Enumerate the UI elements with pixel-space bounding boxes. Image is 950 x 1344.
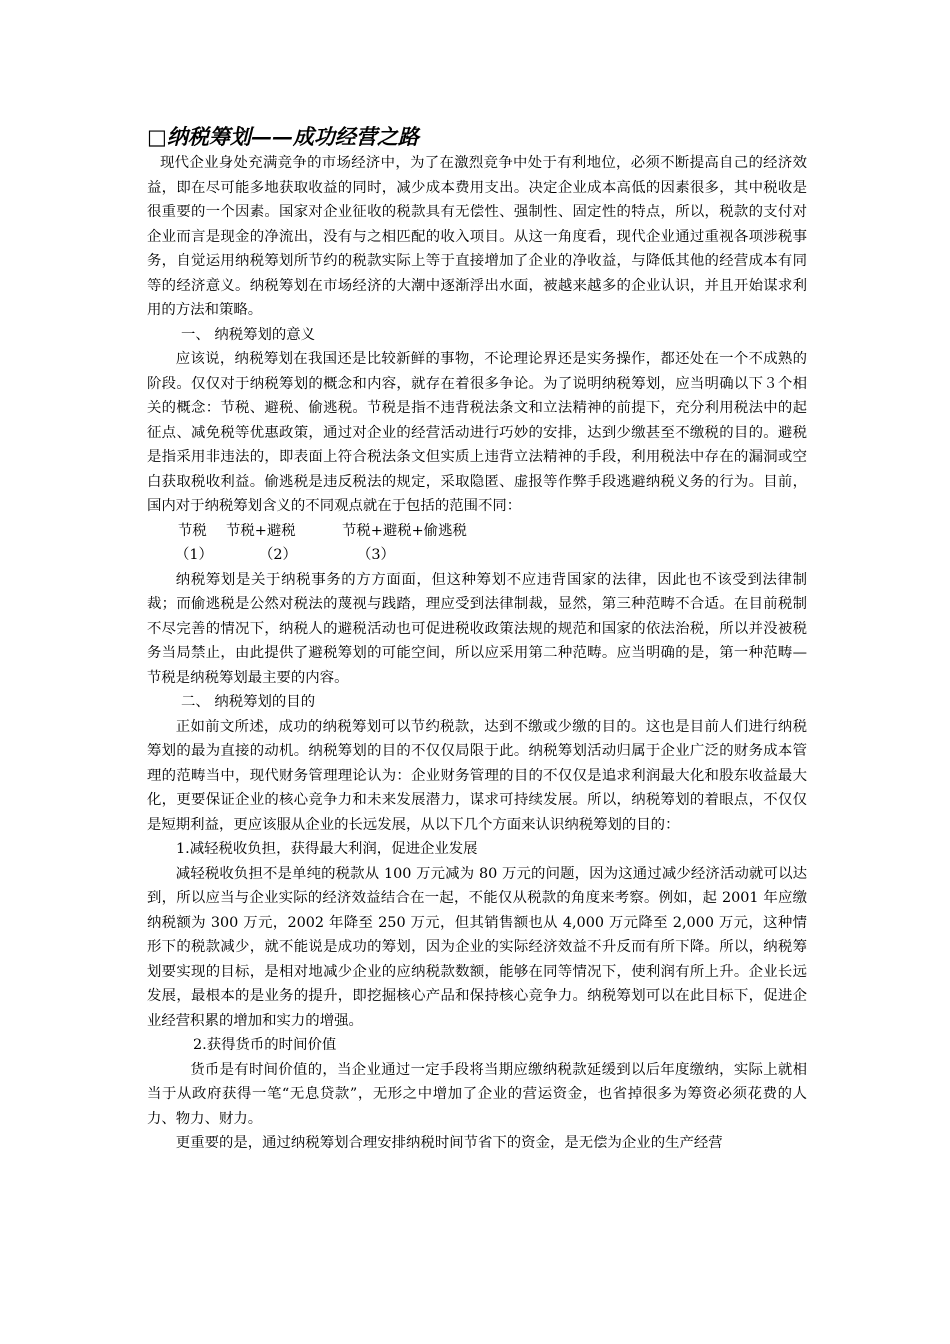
section2-paragraph-1: 正如前文所述，成功的纳税筹划可以节约税款，达到不缴或少缴的目的。这也是目前人们进行纳税筹划的最为直接的动机。纳税筹划的目的不仅仅局限于此。纳税筹划活动归属于企业广泛的财务成本管理的范畴当中，现代财务管理理论认为：企业财务管理的目的不仅仅是追求利润最大化和股东收益最大化，更要保证企业的核心竞争力和未来发展潜力，谋求可持续发展。所以，纳税筹划的着眼点，不仅仅是短期利益，更应该服从企业的长远发展，从以下几个方面来认识纳税筹划的目的： <box>147 718 807 833</box>
intro-paragraph: 现代企业身处充满竞争的市场经济中，为了在激烈竞争中处于有利地位，必须不断提高自己的经济效益，即在尽可能多地获取收益的同时，减少成本费用支出。决定企业成本高低的因素很多，其中税收是很重要的一个因素。国家对企业征收的税款具有无偿性、强制性、固定性的特点，所以，税款的支付对企业而言是现金的净流出，没有与之相匹配的收入项目。从这一角度看，现代企业通过重视各项涉税事务，自觉运用纳税筹划所节约的税款实际上等于直接增加了企业的净收益，与降低其他的经营成本有同等的经济意义。纳税筹划在市场经济的大潮中逐渐浮出水面，被越来越多的企业认识，并且开始谋求利用的方法和策略。 <box>147 155 807 318</box>
subsection2-paragraph-1: 货币是有时间价值的，当企业通过一定手段将当期应缴纳税款延缓到以后年度缴纳，实际上就相当于从政府获得一笔“无息贷款”，无形之中增加了企业的营运资金，也省掉很多为筹资必须花费的人力、物力、财力。 <box>147 1061 807 1127</box>
section1-paragraph-2: 纳税筹划是关于纳税事务的方方面面，但这种筹划不应违背国家的法律，因此也不该受到法律制裁；而偷逃税是公然对税法的蔑视与践踏，理应受到法律制裁，显然，第三种范畴不合适。在目前税制不尽完善的情况下，纳税人的避税活动也可促进税收政策法规的规范和国家的依法治税，所以并没被税务当局禁止，由此提供了避税筹划的可能空间，所以应采用第二种范畴。应当明确的是，第一种范畴—节税是纳税筹划最主要的内容。 <box>147 571 807 686</box>
document-title: □纳税筹划——成功经营之路 <box>147 124 419 149</box>
section1-heading: 一、 纳税筹划的意义 <box>181 326 316 343</box>
scope-numbers-row <box>147 543 807 568</box>
scope-label-2: 节税+避税 <box>226 522 296 539</box>
section2-heading: 二、 纳税筹划的目的 <box>181 694 316 710</box>
scope-number-2: （2） <box>259 547 297 563</box>
subsection1-heading: 1.减轻税收负担，获得最大利润，促进企业发展 <box>176 841 478 857</box>
subsection2-heading: 2.获得货币的时间价值 <box>193 1037 337 1053</box>
scope-number-1: （1） <box>175 547 213 563</box>
scope-label-1: 节税 <box>178 522 207 539</box>
document-body <box>147 151 807 1156</box>
scope-label-3: 节税+避税+偷逃税 <box>342 522 467 539</box>
scope-number-3: （3） <box>357 547 395 563</box>
scope-labels-row <box>147 519 807 544</box>
subsection1-paragraph: 减轻税收负担不是单纯的税款从 100 万元减为 80 万元的问题，因为这通过减少经济活动就可以达到，所以应当与企业实际的经济效益结合在一起，不能仅从税款的角度来考察。例如，起 2001 年应缴纳税额为 300 万元，2002 年降至 250 万元，但其销售额也从 4,000 万元降至 2,000 万元，这种情形下的税款减少，就不能说是成功的筹划，因为企业的实际经济效益不升反而有所下降。所以，纳税筹划要实现的目标，是相对地减少企业的应纳税款数额，能够在同等情况下，使利润有所上升。企业长远发展，最根本的是业务的提升，即挖掘核心产品和保持核心竞争力。纳税筹划可以在此目标下，促进企业经营积累的增加和实力的增强。 <box>147 865 807 1029</box>
subsection2-paragraph-2: 更重要的是，通过纳税筹划合理安排纳税时间节省下的资金，是无偿为企业的生产经营 <box>175 1135 723 1151</box>
section1-paragraph-1: 应该说，纳税筹划在我国还是比较新鲜的事物，不论理论界还是实务操作，都还处在一个不成熟的阶段。仅仅对于纳税筹划的概念和内容，就存在着很多争论。为了说明纳税筹划，应当明确以下３个相关的概念：节税、避税、偷逃税。节税是指不违背税法条文和立法精神的前提下，充分利用税法中的起征点、减免税等优惠政策，通过对企业的经营活动进行巧妙的安排，达到少缴甚至不缴税的目的。避税是指采用非违法的，即表面上符合税法条文但实质上违背立法精神的手段，利用税法中存在的漏洞或空白获取税收利益。偷逃税是违反税法的规定，采取隐匿、虚报等作弊手段逃避纳税义务的行为。目前，国内对于纳税筹划含义的不同观点就在于包括的范围不同： <box>147 351 807 514</box>
